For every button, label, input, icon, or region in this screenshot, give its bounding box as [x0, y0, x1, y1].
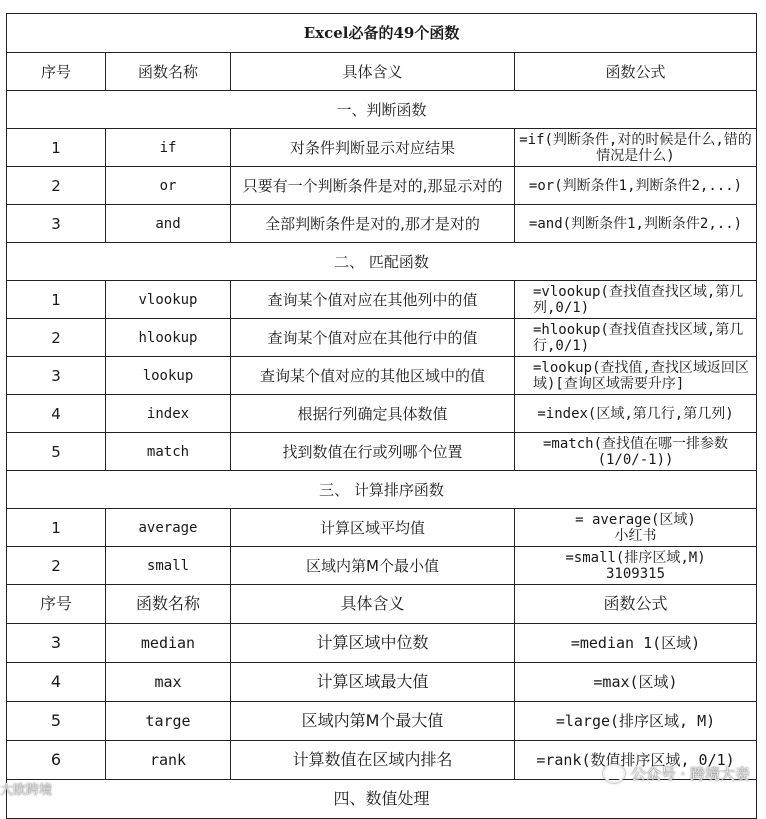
row-meaning: 全部判断条件是对的,那才是对的	[231, 205, 515, 243]
row-meaning: 查询某个值对应的其他区域中的值	[231, 357, 515, 395]
row-meaning: 对条件判断显示对应结果	[231, 129, 515, 167]
row-meaning: 区域内第M个最小值	[231, 547, 515, 585]
row-formula: =hlookup(查找值查找区域,第几行,0/1)	[515, 319, 757, 357]
table-title: Excel必备的49个函数	[7, 14, 757, 53]
row-function: if	[106, 129, 231, 167]
section-title: 三、 计算排序函数	[7, 471, 757, 509]
row-index: 1	[7, 129, 106, 167]
header-name: 函数名称	[106, 585, 231, 624]
row-index: 6	[7, 741, 106, 780]
row-function: hlookup	[106, 319, 231, 357]
row-formula: =max(区域)	[515, 663, 757, 702]
watermark-left: 大欧跨境	[0, 783, 53, 798]
overlay-note: 小红书	[614, 527, 657, 544]
row-function: rank	[106, 741, 231, 780]
row-index: 3	[7, 357, 106, 395]
row-index: 3	[7, 205, 106, 243]
row-formula	[515, 547, 757, 585]
row-formula: =if(判断条件,对的时候是什么,错的情况是什么)	[515, 129, 757, 167]
row-index: 3	[7, 624, 106, 663]
row-function: or	[106, 167, 231, 205]
row-meaning: 计算区域平均值	[231, 509, 515, 547]
row-meaning: 找到数值在行或列哪个位置	[231, 433, 515, 471]
row-formula: =or(判断条件1,判断条件2,...)	[515, 167, 757, 205]
row-function: vlookup	[106, 281, 231, 319]
header-formula: 函数公式	[515, 585, 757, 624]
row-meaning: 计算区域最大值	[231, 663, 515, 702]
row-function: and	[106, 205, 231, 243]
row-index: 1	[7, 509, 106, 547]
row-index: 4	[7, 663, 106, 702]
row-index: 2	[7, 319, 106, 357]
row-index: 5	[7, 433, 106, 471]
row-index: 5	[7, 702, 106, 741]
row-meaning: 根据行列确定具体数值	[231, 395, 515, 433]
row-meaning: 查询某个值对应在其他行中的值	[231, 319, 515, 357]
header-meaning: 具体含义	[231, 53, 515, 91]
row-function: small	[106, 547, 231, 585]
row-index: 2	[7, 547, 106, 585]
row-formula: =match(查找值在哪一排参数(1/0/-1))	[515, 433, 757, 471]
row-function: lookup	[106, 357, 231, 395]
row-formula: =and(判断条件1,判断条件2,..)	[515, 205, 757, 243]
row-formula: =vlookup(查找值查找区域,第几列,0/1)	[515, 281, 757, 319]
row-formula: =rank(数值排序区域, 0/1)	[515, 741, 757, 780]
row-index: 4	[7, 395, 106, 433]
header-formula: 函数公式	[515, 53, 757, 91]
row-index: 1	[7, 281, 106, 319]
formula-text: =small(排序区域,M)	[565, 549, 706, 566]
section-title: 二、 匹配函数	[7, 243, 757, 281]
row-formula	[515, 509, 757, 547]
section-title: 一、判断函数	[7, 91, 757, 129]
row-meaning: 查询某个值对应在其他列中的值	[231, 281, 515, 319]
watermark-right-text: 公众号 · 跨境大妾	[630, 765, 750, 783]
watermark-right	[603, 763, 750, 784]
formula-text: = average(区域)	[575, 511, 696, 528]
row-formula: =large(排序区域, M)	[515, 702, 757, 741]
row-function: max	[106, 663, 231, 702]
header-index: 序号	[7, 585, 106, 624]
header-meaning: 具体含义	[231, 585, 515, 624]
overlay-note: 3109315	[606, 565, 666, 582]
row-formula: =lookup(查找值,查找区域返回区域)[查询区域需要升序]	[515, 357, 757, 395]
row-function: match	[106, 433, 231, 471]
row-meaning: 区域内第M个最大值	[231, 702, 515, 741]
header-name: 函数名称	[106, 53, 231, 91]
row-formula: =median 1(区域)	[515, 624, 757, 663]
row-function: index	[106, 395, 231, 433]
row-index: 2	[7, 167, 106, 205]
row-function: median	[106, 624, 231, 663]
row-meaning: 计算区域中位数	[231, 624, 515, 663]
row-formula: =index(区域,第几行,第几列)	[515, 395, 757, 433]
header-index: 序号	[7, 53, 106, 91]
row-function: targe	[106, 702, 231, 741]
row-meaning: 只要有一个判断条件是对的,那显示对的	[231, 167, 515, 205]
function-table	[6, 13, 756, 819]
section-title: 四、数值处理	[7, 780, 757, 819]
chat-bubble-icon	[603, 764, 625, 783]
row-meaning: 计算数值在区域内排名	[231, 741, 515, 780]
row-function: average	[106, 509, 231, 547]
